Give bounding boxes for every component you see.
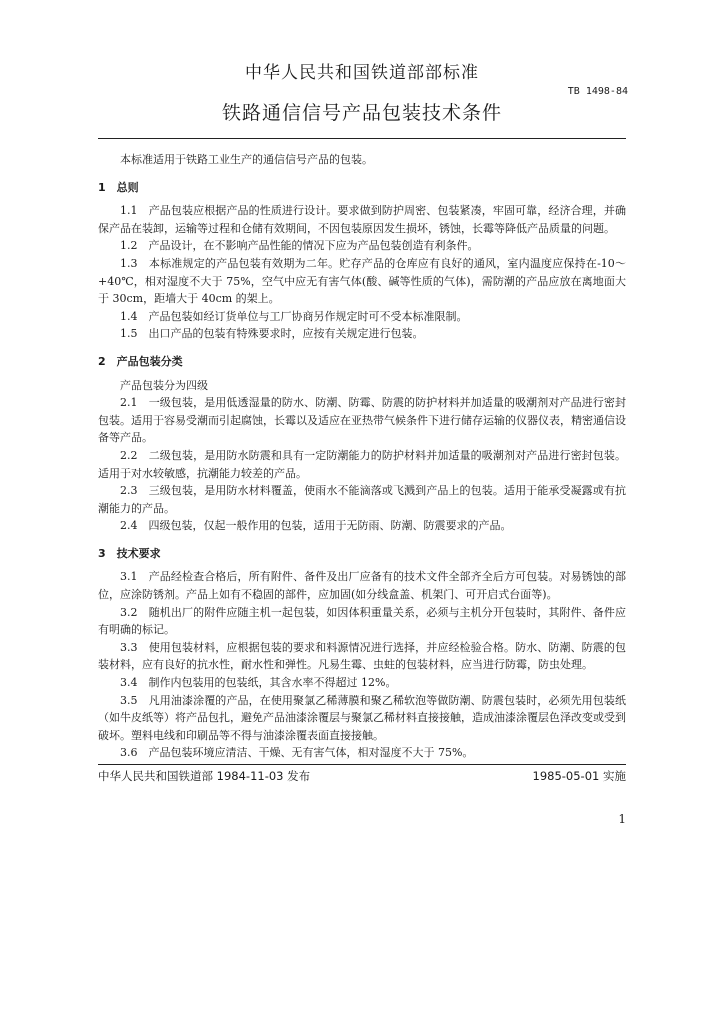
clause-1-3: 1.3 本标准规定的产品包装有效期为二年。贮存产品的仓库应有良好的通风，室内温度应保持在-10～+40℃，相对湿度不大于 75%，空气中应无有害气体(酸、碱等性质的气体)，需防潮的产品应放在离地面大于 30cm，距墙大于 40cm 的架上。 [98, 256, 626, 306]
clause-1-4: 1.4 产品包装如经订货单位与工厂协商另作规定时可不受本标准限制。 [120, 309, 468, 323]
clause-1-5: 1.5 出口产品的包装有特殊要求时，应按有关规定进行包装。 [120, 327, 424, 341]
clause-2-1: 2.1 一级包装，是用低透湿量的防水、防潮、防霉、防震的防护材料并加适量的吸潮剂对产品进行密封包装。适用于容易受潮而引起腐蚀，长霉以及适应在亚热带气候条件下进行储存运输的仪器仪表，精密通信设备等产品。 [98, 396, 626, 445]
clause-3-6: 3.6 产品包装环境应清洁、干燥、无有害气体，相对湿度不大于 75%。 [120, 746, 474, 760]
issue-statement: 中华人民共和国铁道部 1984-11-03 发布 [98, 769, 311, 783]
standard-title: 中华人民共和国铁道部部标准 [245, 63, 479, 83]
page-number: 1 [618, 812, 626, 826]
intro-paragraph: 本标准适用于铁路工业生产的通信信号产品的包装。 [120, 153, 373, 166]
clause-2-4: 2.4 四级包装，仅起一般作用的包装，适用于无防雨、防潮、防震要求的产品。 [120, 519, 512, 533]
clause-2-3: 2.3 三级包装，是用防水材料覆盖，使雨水不能滴落或飞溅到产品上的包装。适用于能承受凝露或有抗潮能力的产品。 [98, 484, 626, 515]
section-3-heading: 3 技术要求 [98, 546, 161, 560]
clause-3-2: 3.2 随机出厂的附件应随主机一起包装，如因体积重量关系，必须与主机分开包装时，其附件、备件应有明确的标记。 [98, 605, 626, 637]
clause-3-1: 3.1 产品经检查合格后，所有附件、备件及出厂应备有的技术文件全部齐全后方可包装。对易锈蚀的部位，应涂防锈剂。产品上如有不稳固的部件，应加固(如分线盒盖、机架门、可开启式台面等)。 [98, 570, 626, 602]
top-divider [98, 138, 626, 139]
clause-3-3: 3.3 使用包装材料，应根据包装的要求和料源情况进行选择，并应经检验合格。防水、防潮、防震的包装材料，应有良好的抗水性，耐水性和弹性。凡易生霉、虫蛀的包装材料，应当进行防霉，防虫处理。 [98, 640, 626, 672]
document-body [98, 151, 626, 762]
clause-3-5: 3.5 凡用油漆涂覆的产品，在使用聚氯乙稀薄膜和聚乙稀软泡等做防潮、防震包装时，必须先用包装纸（如牛皮纸等）将产品包扎，避免产品油漆涂覆层与聚氯乙稀材料直接接触，造成油漆涂覆层色泽改变或受到破坏。塑料电线和印刷品等不得与油漆涂覆表面直接接触。 [98, 693, 626, 742]
clause-1-1: 1.1 产品包装应根据产品的性质进行设计。要求做到防护周密、包装紧凑，牢固可靠，经济合理，并确保产品在装卸，运输等过程和仓储有效期间，不因包装原因发生损坏，锈蚀，长霉等降低产品质量的问题。 [98, 204, 626, 235]
clause-2-2: 2.2 二级包装，是用防水防震和具有一定防潮能力的防护材料并加适量的吸潮剂对产品进行密封包装。适用于对水较敏感，抗潮能力较差的产品。 [98, 448, 626, 480]
section-1-heading: 1 总则 [98, 180, 139, 194]
clause-3-4: 3.4 制作内包装用的包装纸，其含水率不得超过 12%。 [120, 676, 397, 690]
section-2-lead: 产品包装分为四级 [120, 378, 208, 392]
standard-code: TB 1498-84 [567, 86, 628, 97]
section-2-heading: 2 产品包装分类 [98, 354, 183, 368]
clause-1-2: 1.2 产品设计，在不影响产品性能的情况下应为产品包装创造有利条件。 [120, 239, 479, 253]
implementation-date: 1985-05-01 实施 [532, 769, 626, 783]
bottom-divider [98, 764, 626, 765]
document-title: 铁路通信信号产品包装技术条件 [221, 102, 502, 124]
